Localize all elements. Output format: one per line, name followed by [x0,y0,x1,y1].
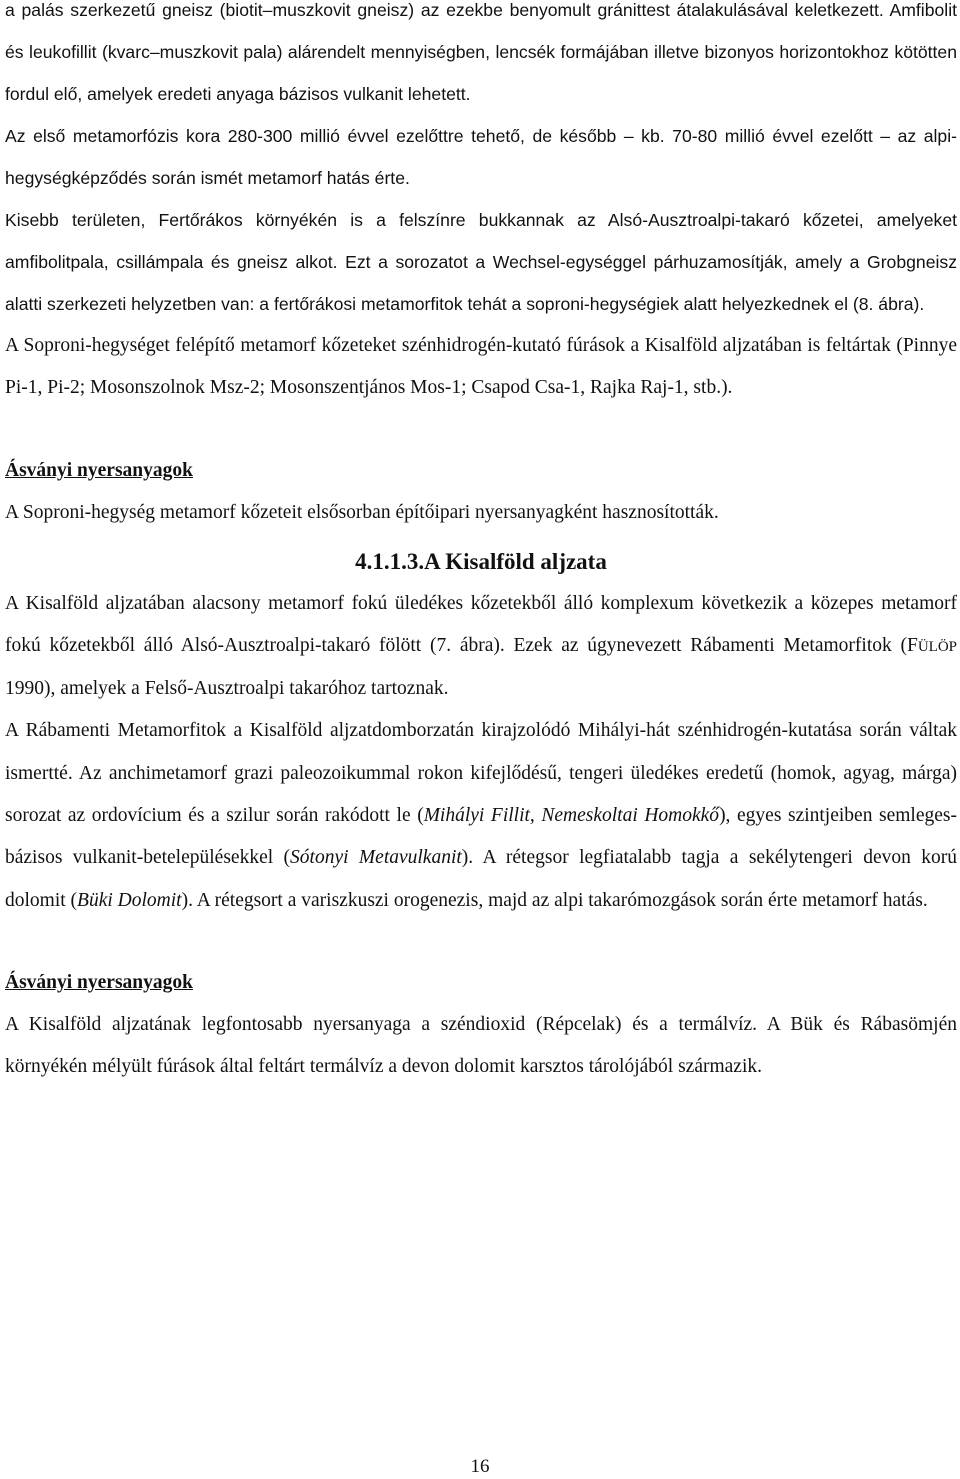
formation-name: Büki Dolomit [77,889,182,911]
paragraph-sopron-resources: A Soproni-hegység metamorf kőzeteit elsősorban építőipari nyersanyagként hasznosították. [5,501,719,523]
page-number: 16 [470,1456,490,1477]
paragraph-text: A Kisalföld aljzatában alacsony metamorf fokú üledékes kőzetekből álló komplexum következik a közepes metamorf fokú kőzetekből álló Alsó-Ausztroalpi-takaró fölött (7. ábra). Ezek az úgynevezett Rábamenti Metamorfitok (F [5,592,957,657]
formation-name: Mihályi Fillit, Nemeskoltai Homokkő [423,805,720,827]
paragraph-text: ). A rétegsor legfiatalabb tagja a sekélytengeri devon korú dolomit ( [5,847,957,911]
paragraph-text: ), egyes szintjeiben semleges-bázisos vulkanit-betelepülésekkel ( [5,805,957,869]
document-page [5,0,957,1088]
paragraph-text: ). A rétegsort a variszkuszi orogenezis, majd az alpi takarómozgások során érte metamorf hatás. [181,889,928,911]
author-name-smallcaps: ÜLÖP [917,639,957,656]
heading-mineral-resources-1: Ásványi nyersanyagok [5,459,193,481]
paragraph-boreholes: A Soproni-hegységet felépítő metamorf kőzeteket szénhidrogén-kutató fúrások a Kisalföld aljzatában is feltártak (Pinnye Pi-1, Pi-2; Mosonszolnok Msz-2; Mosonszentjános Mos-1; Csapod Csa-1, Rajka Raj-1, stb.). [5,335,957,399]
heading-mineral-resources-2: Ásványi nyersanyagok [5,971,193,993]
formation-name: Sótonyi Metavulkanit [290,847,462,869]
paragraph-metamorphosis-age: Az első metamorfózis kora 280-300 millió évvel ezelőttre tehető, de később – kb. 70-80 millió évvel ezelőtt – az alpi-hegységképződés során ismét metamorf hatás érte. [5,126,957,188]
paragraph-text: A Rábamenti Metamorfitok a Kisalföld aljzatdomborzatán kirajzolódó Mihályi-hát szénhidrogén-kutatása során váltak ismertté. Az anchimetamorf grazi paleozoikummal rokon kifejlődésű, tengeri üledékes eredetű (homok, agyag, márga) sorozat az ordovícium és a szilur során rakódott le ( [5,720,957,827]
paragraph-gneiss: a palás szerkezetű gneisz (biotit–muszkovit gneisz) az ezekbe benyomult gránittest átalakulásával keletkezett. Amfibolit és leukofillit (kvarc–muszkovit pala) alárendelt mennyiségben, lencsék formájában illetve bizonyos horizontokhoz kötötten fordul elő, amelyek eredeti anyaga bázisos vulkanit lehetett. [5,0,957,104]
paragraph-text: 1990), amelyek a Felső-Ausztroalpi takaróhoz tartoznak. [5,678,449,700]
paragraph-fertorakos: Kisebb területen, Fertőrákos környékén is a felszínre bukkannak az Alsó-Ausztroalpi-takaró kőzetei, amelyeket amfibolitpala, csillámpala és gneisz alkot. Ezt a sorozatot a Wechsel-egységgel párhuzamosítják, amely a Grobgneisz alatti szerkezeti helyzetben van: a fertőrákosi metamorfitok tehát a soproni-hegységiek alatt helyezkednek el (8. ábra). [5,210,957,314]
paragraph-rabamenti [5,710,957,921]
section-title-kisalfold: 4.1.1.3.A Kisalföld aljzata [355,548,607,574]
paragraph-kisalfold-basement [5,583,957,711]
paragraph-kisalfold-resources: A Kisalföld aljzatának legfontosabb nyersanyaga a széndioxid (Répcelak) és a termálvíz. A Bük és Rábasömjén környékén mélyült fúrások által feltárt termálvíz a devon dolomit karsztos tárolójából származik. [5,1013,957,1077]
